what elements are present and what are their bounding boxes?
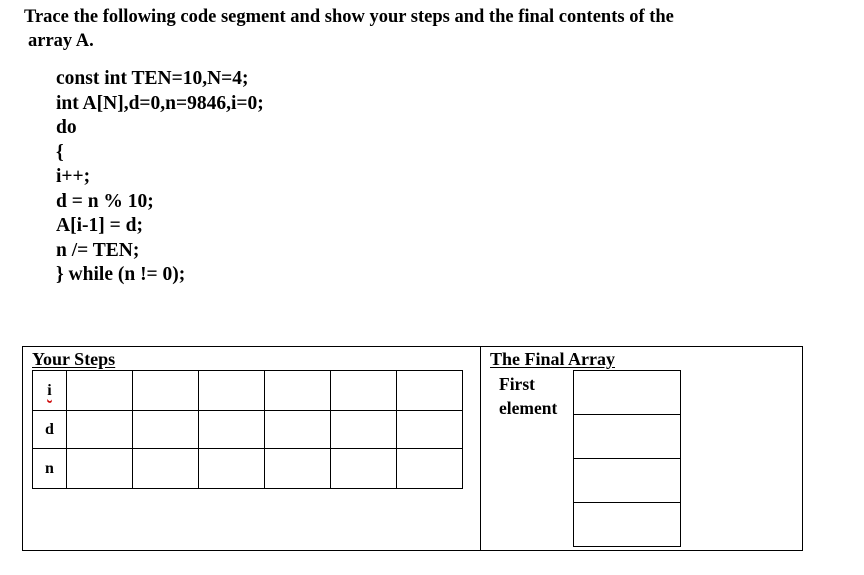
row-label-i: i bbox=[33, 371, 67, 411]
code-line: { bbox=[56, 141, 64, 163]
code-line: int A[N],d=0,n=9846,i=0; bbox=[56, 92, 264, 114]
code-block bbox=[56, 67, 264, 288]
section-divider bbox=[480, 347, 481, 550]
trace-cell[interactable] bbox=[265, 449, 331, 489]
trace-cell[interactable] bbox=[67, 449, 133, 489]
trace-cell[interactable] bbox=[331, 371, 397, 411]
trace-table bbox=[32, 370, 463, 489]
code-line: A[i-1] = d; bbox=[56, 215, 143, 236]
trace-cell[interactable] bbox=[199, 449, 265, 489]
array-cell[interactable] bbox=[574, 415, 681, 459]
trace-cell[interactable] bbox=[397, 371, 463, 411]
question-line-1: Trace the following code segment and show your steps and the final contents of the bbox=[24, 7, 674, 27]
trace-cell[interactable] bbox=[67, 411, 133, 449]
array-cell[interactable] bbox=[574, 459, 681, 503]
table-row bbox=[574, 415, 681, 459]
trace-cell[interactable] bbox=[265, 371, 331, 411]
first-element-label bbox=[499, 373, 557, 420]
trace-cell[interactable] bbox=[397, 449, 463, 489]
trace-cell[interactable] bbox=[331, 411, 397, 449]
first-label-line-2: element bbox=[499, 397, 558, 418]
table-row bbox=[574, 371, 681, 415]
trace-cell[interactable] bbox=[199, 371, 265, 411]
row-label-n: n bbox=[33, 449, 67, 489]
trace-cell[interactable] bbox=[199, 411, 265, 449]
trace-cell[interactable] bbox=[67, 371, 133, 411]
trace-cell[interactable] bbox=[397, 411, 463, 449]
question-prompt bbox=[24, 5, 844, 53]
code-line: } while (n != 0); bbox=[56, 264, 186, 285]
code-line: d = n % 10; bbox=[56, 190, 154, 212]
trace-cell[interactable] bbox=[133, 371, 199, 411]
row-label-d: d bbox=[33, 411, 67, 449]
table-row bbox=[574, 459, 681, 503]
table-row bbox=[33, 411, 463, 449]
table-row bbox=[33, 371, 463, 411]
trace-cell[interactable] bbox=[265, 411, 331, 449]
answer-box bbox=[22, 346, 803, 551]
array-cell[interactable] bbox=[574, 503, 681, 547]
steps-title: Your Steps bbox=[32, 349, 116, 369]
question-line-2: array A. bbox=[28, 31, 94, 51]
code-line: do bbox=[56, 117, 77, 138]
trace-cell[interactable] bbox=[133, 449, 199, 489]
table-row bbox=[574, 503, 681, 547]
first-label-line-1: First bbox=[499, 374, 535, 394]
code-line: n /= TEN; bbox=[56, 239, 140, 261]
code-line: i++; bbox=[56, 166, 91, 187]
trace-cell[interactable] bbox=[331, 449, 397, 489]
code-line: const int TEN=10,N=4; bbox=[56, 68, 249, 89]
table-row bbox=[33, 449, 463, 489]
final-array-table bbox=[573, 370, 681, 547]
trace-cell[interactable] bbox=[133, 411, 199, 449]
array-cell[interactable] bbox=[574, 371, 681, 415]
final-array-title: The Final Array bbox=[490, 349, 615, 369]
